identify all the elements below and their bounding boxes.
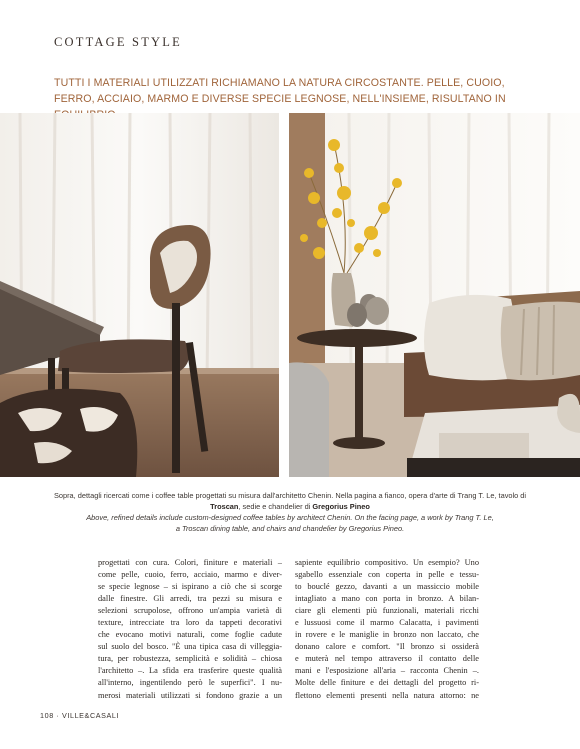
body-line: in rovere e le maniglie in bronzo non laccato, che xyxy=(295,630,479,640)
caption-italian xyxy=(40,490,540,512)
body-line: dalle finestre. Gli arredi, tra pezzi su misura e xyxy=(98,594,282,604)
dining-chair-photo xyxy=(0,113,279,477)
body-line: flettono elementi presenti nella natura attorno: ne xyxy=(295,690,479,700)
body-line: mani e l'esposizione all'aria – racconta Chenin –. xyxy=(295,666,479,676)
body-line: donano calore e comfort. "Il bronzo si ossiderà xyxy=(295,642,479,652)
body-line: selezioni scrupolose, offrono un'ampia varietà di xyxy=(98,606,282,616)
body-line: tura, per robustezza, semplicità e solidità – chiosa xyxy=(98,654,282,664)
caption-brand-troscan: Troscan xyxy=(210,502,239,511)
body-column-2 xyxy=(295,557,479,702)
body-line: to bouclé gezzo, davanti a un massiccio mobile xyxy=(295,582,479,592)
body-line: all'interno, ingentilendo però le superfici". I nu- xyxy=(98,678,282,688)
body-line: ciare gli elementi più funzionali, materiali ricchi xyxy=(295,606,479,616)
living-room-image xyxy=(289,113,580,477)
caption-it-text-2: , sedie e chandelier di xyxy=(238,502,313,511)
photo-captions xyxy=(40,490,540,534)
caption-english xyxy=(40,512,540,534)
caption-brand-gregorius-pineo: Gregorius Pineo xyxy=(312,502,370,511)
caption-en-line-1: Above, refined details include custom-designed coffee tables by architect Chenin. On the facing page, a work by Trang T. Le, xyxy=(86,513,494,522)
body-line: e lussuosi come il marmo Calacatta, i pavimenti xyxy=(295,618,479,628)
body-line: intagliato a mano con porta in bronzo. A bilan- xyxy=(295,594,479,604)
dining-chair-image xyxy=(0,113,279,477)
body-line: e muterà nel tempo attraverso il contatto delle xyxy=(295,654,479,664)
body-line: merosi materiali utilizzati si fondono grazie a un xyxy=(98,690,282,700)
caption-en-line-2: a Troscan dining table, and chairs and chandelier by Gregorius Pineo. xyxy=(175,524,405,533)
body-line: come pelle, cuoio, ferro, acciaio, marmo e diver- xyxy=(98,570,282,580)
body-line: progettati con cura. Colori, finiture e materiali – xyxy=(98,558,282,567)
headline: TUTTI I MATERIALI UTILIZZATI RICHIAMANO LA NATURA CIRCOSTANTE. PELLE, CUOIO, FERRO, ACCIAIO, MARMO E DIVERSE SPECIE LEGNOSE, NELL'INSIEME, RISULTANO IN xyxy=(54,77,506,105)
body-line: che evocano motivi naturali, come foglie cadute xyxy=(98,630,282,640)
body-line: sul suolo del bosco. "È una tipica casa di villeggia- xyxy=(98,642,282,652)
body-column-1 xyxy=(98,557,282,702)
body-line: l'architetto –. La sfida era trasferire queste qualità xyxy=(98,666,282,676)
caption-it-text-1: Sopra, dettagli ricercati come i coffee table progettati su misura dall'architetto Chenin. Nella pagina a fianco, opera d'arte di Trang T. Le, tavolo di xyxy=(53,491,527,500)
section-title: COTTAGE STYLE xyxy=(54,35,182,49)
body-line: se specie legnose – si ispirano a ciò che si scorge xyxy=(98,582,282,592)
body-line: sgabello essenziale con coperta in pelle e tessu- xyxy=(295,570,479,580)
page-folio: 108 · VILLE&CASALI xyxy=(40,711,120,720)
body-line: Molte delle finiture e dei dettagli del progetto ri- xyxy=(295,678,479,688)
body-line: texture, intrecciate tra loro da tappeti decorativi xyxy=(98,618,282,628)
body-line: sapiente equilibrio compositivo. Un esempio? Uno xyxy=(295,558,479,567)
living-room-photo xyxy=(289,113,580,477)
